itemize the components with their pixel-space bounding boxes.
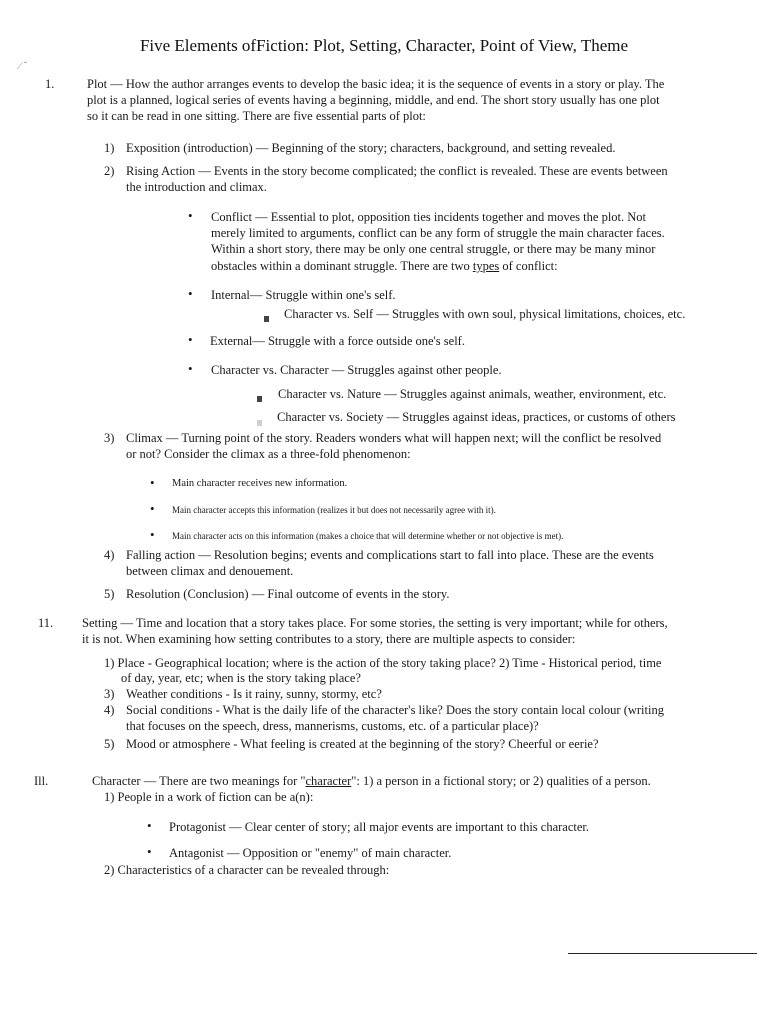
- square-bullet-icon: [264, 310, 269, 326]
- character-vs-self: Character vs. Self — Struggles with own soul, physical limitations, choices, etc.: [284, 307, 686, 321]
- types-underlined: types: [472, 259, 500, 273]
- square-bullet-icon: [257, 390, 262, 406]
- margin-mark: ⁄ ˘: [19, 60, 28, 72]
- conflict-line-last: [211, 258, 558, 274]
- character-underlined: character: [305, 774, 352, 788]
- climax-point: Main character acts on this information (makes a choice that will determine whether or not objective is met).: [172, 531, 564, 541]
- character-people: 1) People in a work of fiction can be a(n):: [104, 790, 314, 804]
- character-text: ": 1) a person in a fictional story; or 2) qualities of a person.: [351, 774, 651, 788]
- plot-part-exposition: Exposition (introduction) — Beginning of the story; characters, background, and setting revealed.: [126, 141, 616, 155]
- page-title: Five Elements ofFiction: Plot, Setting, Character, Point of View, Theme: [139, 36, 629, 55]
- conflict-line: Within a short story, there may be only one central struggle, or there may be many minor: [211, 242, 656, 256]
- bullet-icon: •: [188, 332, 193, 347]
- setting-social: Social conditions - What is the daily life of the character's like? Does the story contain local colour (writing: [126, 703, 664, 717]
- bullet-icon: •: [147, 844, 152, 859]
- section-number: 1.: [45, 77, 55, 91]
- conflict-text: of conflict:: [499, 259, 558, 273]
- bullet-icon: •: [150, 475, 155, 490]
- plot-part-climax-cont: or not? Consider the climax as a three-fold phenomenon:: [126, 447, 411, 461]
- list-number: 3): [104, 431, 115, 445]
- plot-part-falling-action: Falling action — Resolution begins; events and complications start to fall into place. These are the events: [126, 548, 654, 562]
- character-characteristics: 2) Characteristics of a character can be revealed through:: [104, 863, 390, 877]
- external-conflict: External— Struggle with a force outside one's self.: [210, 334, 465, 348]
- plot-part-resolution: Resolution (Conclusion) — Final outcome of events in the story.: [126, 587, 450, 601]
- list-number: 4): [104, 703, 115, 717]
- conflict-text: obstacles within a dominant struggle. There are two: [211, 259, 473, 273]
- climax-point: Main character accepts this information (realizes it but does not necessarily agree with it).: [172, 505, 496, 515]
- plot-paragraph-line: so it can be read in one sitting. There are five essential parts of plot:: [87, 109, 426, 123]
- section-number: 11.: [38, 616, 54, 630]
- character-text: Character — There are two meanings for ": [92, 774, 306, 788]
- list-number: 5): [104, 737, 115, 751]
- setting-mood: Mood or atmosphere - What feeling is created at the beginning of the story? Cheerful or eerie?: [126, 737, 599, 751]
- climax-point: Main character receives new information.: [172, 478, 348, 489]
- character-vs-nature: Character vs. Nature — Struggles against animals, weather, environment, etc.: [278, 387, 667, 401]
- setting-paragraph-line: it is not. When examining how setting contributes to a story, there are multiple aspects to consider:: [82, 632, 576, 646]
- list-number: 4): [104, 548, 115, 562]
- bullet-icon: •: [150, 501, 155, 516]
- conflict-line: merely limited to arguments, conflict can be any form of struggle the main character faces.: [211, 226, 665, 240]
- bullet-icon: •: [147, 818, 152, 833]
- list-number: 5): [104, 587, 115, 601]
- plot-part-climax: Climax — Turning point of the story. Readers wonders what will happen next; will the conflict be resolved: [126, 431, 662, 445]
- bullet-icon: •: [188, 361, 193, 376]
- list-number: 3): [104, 687, 115, 701]
- setting-place-time: 1) Place - Geographical location; where is the action of the story taking place? 2) Time - Historical period, time: [104, 656, 662, 670]
- bullet-icon: •: [188, 286, 193, 301]
- plot-paragraph-line: plot is a planned, logical series of events having a beginning, middle, and end. The short story usually has one plot: [87, 93, 660, 107]
- conflict-line: Conflict — Essential to plot, opposition ties incidents together and moves the plot. Not: [211, 210, 647, 224]
- internal-conflict: Internal— Struggle within one's self.: [211, 288, 396, 302]
- plot-paragraph-line: Plot — How the author arranges events to develop the basic idea; it is the sequence of events in a story or play. The: [87, 77, 665, 91]
- setting-social-cont: that focuses on the speech, dress, mannerisms, customs, etc. of a particular place)?: [126, 719, 539, 733]
- protagonist: Protagonist — Clear center of story; all major events are important to this character.: [169, 820, 590, 834]
- divider-line: [568, 953, 757, 954]
- section-number: Ill.: [34, 774, 49, 788]
- list-number: 2): [104, 164, 115, 178]
- plot-part-rising-action: Rising Action — Events in the story become complicated; the conflict is revealed. These are events between: [126, 164, 668, 178]
- bullet-icon: •: [188, 208, 193, 223]
- character-vs-society: Character vs. Society — Struggles against ideas, practices, or customs of others: [277, 410, 676, 424]
- plot-part-falling-action-cont: between climax and denouement.: [126, 564, 294, 578]
- bullet-icon: •: [150, 527, 155, 542]
- character-intro: [92, 773, 651, 789]
- setting-paragraph-line: Setting — Time and location that a story takes place. For some stories, the setting is very important; while for others,: [82, 616, 668, 630]
- plot-part-rising-action-cont: the introduction and climax.: [126, 180, 267, 194]
- setting-place-time-cont: of day, year, etc; when is the story taking place?: [121, 671, 361, 685]
- setting-weather: Weather conditions - Is it rainy, sunny, stormy, etc?: [126, 687, 382, 701]
- character-vs-character: Character vs. Character — Struggles against other people.: [211, 363, 502, 377]
- square-bullet-icon: [257, 414, 262, 430]
- antagonist: Antagonist — Opposition or "enemy" of main character.: [169, 846, 452, 860]
- list-number: 1): [104, 141, 115, 155]
